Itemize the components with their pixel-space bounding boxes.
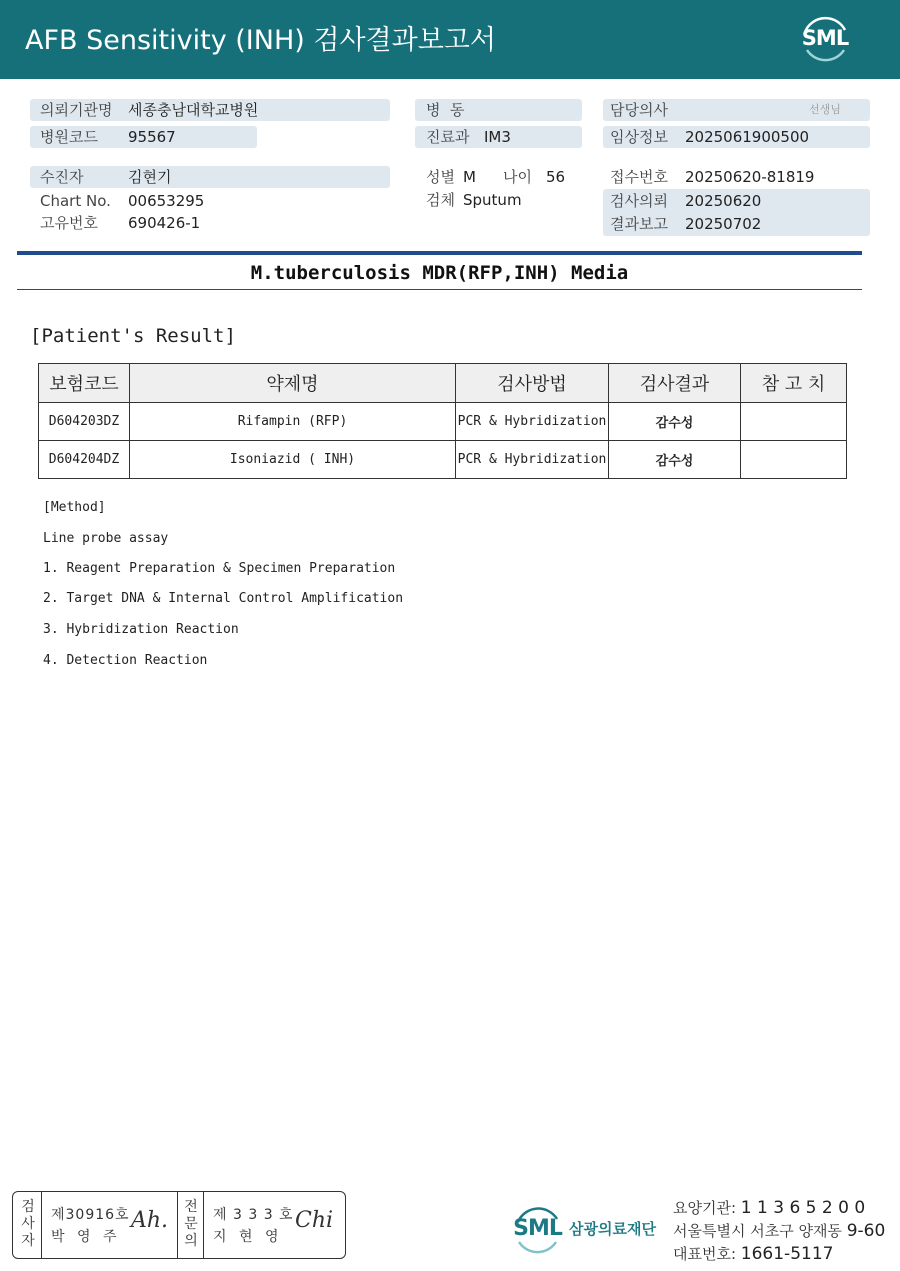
- specimen-label: 검체: [426, 191, 455, 209]
- institution-field: [30, 99, 390, 121]
- header-drug-name: 약제명: [130, 364, 456, 403]
- sex-value: M: [463, 168, 476, 186]
- hospital-code-value: 95567: [128, 128, 176, 146]
- cell-drug: Isoniazid ( INH): [130, 441, 456, 479]
- signature-box: [12, 1191, 346, 1259]
- specialist-vertical-label: 전 문 의: [184, 1199, 198, 1249]
- cell-result: 감수성: [609, 403, 741, 441]
- ward-field: [415, 99, 582, 121]
- dept-value: IM3: [484, 128, 511, 146]
- hospital-code-label: 병원코드: [40, 128, 98, 146]
- request-date-value: 20250620: [685, 192, 762, 210]
- cell-ref: [741, 403, 847, 441]
- specialist-license-no: 제 3 3 3 호: [213, 1207, 294, 1223]
- report-title: AFB Sensitivity (INH) 검사결과보고서: [25, 25, 496, 56]
- table-row: [39, 403, 847, 441]
- institution-value: 세종충남대학교병원: [128, 101, 259, 119]
- doctor-suffix: 선생님: [809, 103, 841, 116]
- method-line: 1. Reagent Preparation & Specimen Preparation: [43, 561, 396, 576]
- subtitle-rule-top: [17, 251, 862, 255]
- report-header: [0, 0, 900, 79]
- specialist-name: 지 현 영: [213, 1229, 283, 1245]
- test-subtitle: M.tuberculosis MDR(RFP,INH) Media: [250, 262, 629, 284]
- report-date-value: 20250702: [685, 215, 762, 233]
- cell-ref: [741, 441, 847, 479]
- table-row: [39, 441, 847, 479]
- divider: [203, 1192, 204, 1258]
- report-date-label: 결과보고: [610, 215, 668, 233]
- unique-no-value: 690426-1: [128, 214, 201, 232]
- cell-code: D604203DZ: [39, 403, 130, 441]
- doctor-label: 담당의사: [610, 101, 668, 119]
- footer-phone: 대표번호: 1661-5117: [673, 1244, 834, 1264]
- method-line: Line probe assay: [43, 531, 169, 546]
- age-label: 나이: [503, 168, 532, 186]
- report-date-field: [603, 213, 870, 235]
- request-date-label: 검사의뢰: [610, 192, 668, 210]
- chart-no-value: 00653295: [128, 192, 205, 210]
- specimen-value: Sputum: [463, 191, 522, 209]
- receipt-value: 20250620-81819: [685, 168, 815, 186]
- method-title: [Method]: [43, 500, 106, 515]
- dept-label: 진료과: [426, 128, 470, 146]
- subtitle-rule-bottom: [17, 289, 862, 290]
- request-date-field: [603, 190, 870, 212]
- receipt-label: 접수번호: [610, 168, 668, 186]
- age-value: 56: [546, 168, 566, 186]
- cell-code: D604204DZ: [39, 441, 130, 479]
- sex-label: 성별: [426, 168, 455, 186]
- result-table: [38, 363, 847, 479]
- examiner-name: 박 영 주: [51, 1229, 121, 1245]
- sml-logo: [797, 12, 853, 66]
- section-title: [Patient's Result]: [30, 325, 236, 347]
- patient-value: 김현기: [128, 168, 172, 186]
- logo-text: SML: [801, 26, 849, 50]
- clinical-value: 2025061900500: [685, 128, 810, 146]
- method-line: 2. Target DNA & Internal Control Amplification: [43, 591, 404, 606]
- table-header-row: [39, 364, 847, 403]
- chart-no-field: [30, 190, 390, 212]
- specimen-field: [415, 189, 585, 211]
- footer-sml-logo: [510, 1200, 565, 1258]
- dept-field: [415, 126, 582, 148]
- header-test-method: 검사방법: [456, 364, 609, 403]
- footer-logo-text: SML: [513, 1216, 562, 1241]
- examiner-license-no: 제30916호: [51, 1207, 130, 1223]
- footer-institution-code: 요양기관: 1 1 3 6 5 2 0 0: [673, 1198, 866, 1218]
- method-line: 4. Detection Reaction: [43, 653, 208, 668]
- doctor-field: [603, 99, 870, 121]
- cell-result: 감수성: [609, 441, 741, 479]
- receipt-field: [603, 166, 870, 188]
- unique-no-field: [30, 212, 390, 234]
- examiner-vertical-label: 검 사 자: [21, 1199, 35, 1249]
- cell-drug: Rifampin (RFP): [130, 403, 456, 441]
- clinical-label: 임상정보: [610, 128, 668, 146]
- ward-label: 병 동: [426, 101, 465, 119]
- clinical-field: [603, 126, 870, 148]
- patient-label: 수진자: [40, 168, 84, 186]
- specialist-signature: Chi: [295, 1208, 334, 1233]
- footer-org-name: 삼광의료재단: [569, 1220, 656, 1238]
- examiner-signature: Ah.: [131, 1208, 169, 1233]
- cell-method: PCR & Hybridization: [456, 403, 609, 441]
- header-reference: 참 고 치: [741, 364, 847, 403]
- patient-field: [30, 166, 390, 188]
- cell-method: PCR & Hybridization: [456, 441, 609, 479]
- header-insurance-code: 보험코드: [39, 364, 130, 403]
- divider: [41, 1192, 42, 1258]
- method-line: 3. Hybridization Reaction: [43, 622, 239, 637]
- sex-age-field: [415, 166, 585, 188]
- header-test-result: 검사결과: [609, 364, 741, 403]
- hospital-code-field: [30, 126, 257, 148]
- chart-no-label: Chart No.: [40, 192, 111, 210]
- footer-address: 서울특별시 서초구 양재동 9-60: [673, 1221, 886, 1241]
- unique-no-label: 고유번호: [40, 214, 98, 232]
- institution-label: 의뢰기관명: [40, 101, 113, 119]
